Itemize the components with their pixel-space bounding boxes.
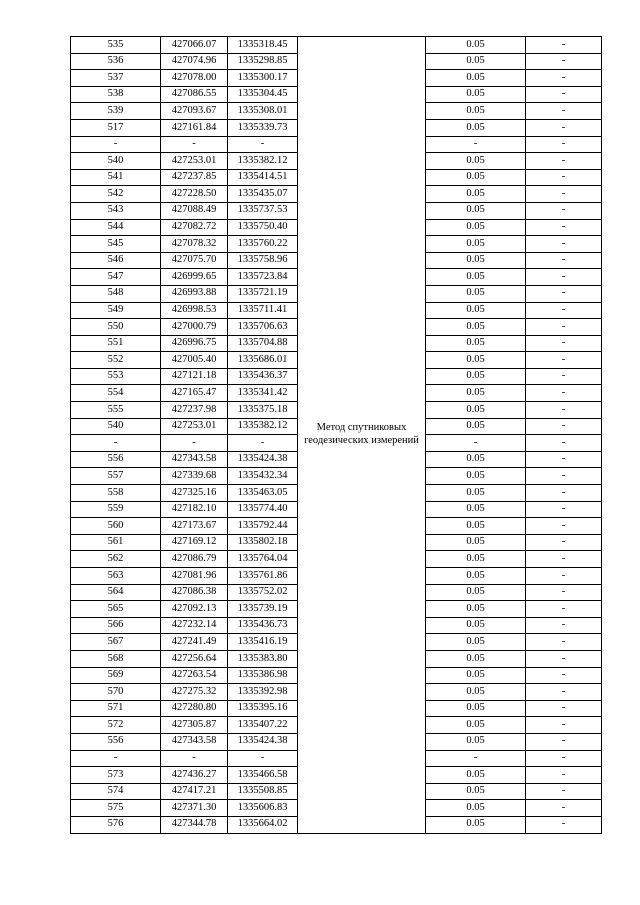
accuracy-cell: 0.05 [426,568,526,585]
point-number-cell: 561 [71,534,161,551]
method-cell: Метод спутниковых геодезических измерений [298,37,426,834]
x-coordinate-cell: 427263.54 [161,667,228,684]
accuracy-cell: 0.05 [426,103,526,120]
x-coordinate-cell: 427343.58 [161,733,228,750]
coordinates-table-body [71,37,602,834]
x-coordinate-cell: - [161,136,228,153]
accuracy-cell: 0.05 [426,816,526,833]
accuracy-cell: 0.05 [426,169,526,186]
accuracy-cell: 0.05 [426,451,526,468]
note-cell: - [526,335,602,352]
y-coordinate-cell: 1335764.04 [228,551,298,568]
note-cell: - [526,352,602,369]
note-cell: - [526,119,602,136]
point-number-cell: 574 [71,783,161,800]
point-number-cell: 556 [71,451,161,468]
y-coordinate-cell: 1335300.17 [228,70,298,87]
y-coordinate-cell: 1335686.01 [228,352,298,369]
note-cell: - [526,485,602,502]
x-coordinate-cell: 427075.70 [161,252,228,269]
accuracy-cell: 0.05 [426,534,526,551]
accuracy-cell: 0.05 [426,53,526,70]
y-coordinate-cell: 1335341.42 [228,385,298,402]
accuracy-cell: 0.05 [426,650,526,667]
note-cell: - [526,319,602,336]
x-coordinate-cell: 427078.32 [161,236,228,253]
point-number-cell: 558 [71,485,161,502]
point-number-cell: 557 [71,468,161,485]
note-cell: - [526,402,602,419]
point-number-cell: 551 [71,335,161,352]
y-coordinate-cell: 1335761.86 [228,568,298,585]
x-coordinate-cell: 426996.75 [161,335,228,352]
point-number-cell: 546 [71,252,161,269]
point-number-cell: 568 [71,650,161,667]
point-number-cell: 543 [71,202,161,219]
note-cell: - [526,468,602,485]
point-number-cell: 517 [71,119,161,136]
y-coordinate-cell: 1335424.38 [228,451,298,468]
accuracy-cell: 0.05 [426,86,526,103]
accuracy-cell: 0.05 [426,684,526,701]
y-coordinate-cell: 1335424.38 [228,733,298,750]
y-coordinate-cell: 1335382.12 [228,153,298,170]
x-coordinate-cell: 427066.07 [161,37,228,54]
y-coordinate-cell: 1335792.44 [228,518,298,535]
note-cell: - [526,169,602,186]
x-coordinate-cell: 427121.18 [161,368,228,385]
point-number-cell: 570 [71,684,161,701]
point-number-cell: 536 [71,53,161,70]
x-coordinate-cell: 427305.87 [161,717,228,734]
note-cell: - [526,684,602,701]
accuracy-cell: 0.05 [426,468,526,485]
accuracy-cell: - [426,435,526,452]
y-coordinate-cell: 1335395.16 [228,700,298,717]
x-coordinate-cell: 427280.80 [161,700,228,717]
x-coordinate-cell: 427237.85 [161,169,228,186]
accuracy-cell: 0.05 [426,119,526,136]
y-coordinate-cell: 1335435.07 [228,186,298,203]
point-number-cell: 537 [71,70,161,87]
point-number-cell: 541 [71,169,161,186]
accuracy-cell: 0.05 [426,717,526,734]
x-coordinate-cell: 427093.67 [161,103,228,120]
y-coordinate-cell: 1335339.73 [228,119,298,136]
y-coordinate-cell: 1335382.12 [228,418,298,435]
y-coordinate-cell: 1335750.40 [228,219,298,236]
y-coordinate-cell: 1335383.80 [228,650,298,667]
note-cell: - [526,816,602,833]
y-coordinate-cell: - [228,136,298,153]
note-cell: - [526,70,602,87]
point-number-cell: 559 [71,501,161,518]
y-coordinate-cell: 1335436.37 [228,368,298,385]
point-number-cell: 566 [71,617,161,634]
y-coordinate-cell: 1335436.73 [228,617,298,634]
x-coordinate-cell: 427005.40 [161,352,228,369]
point-number-cell: 539 [71,103,161,120]
note-cell: - [526,518,602,535]
accuracy-cell: 0.05 [426,252,526,269]
point-number-cell: 544 [71,219,161,236]
x-coordinate-cell: 426998.53 [161,302,228,319]
x-coordinate-cell: 427092.13 [161,601,228,618]
accuracy-cell: 0.05 [426,518,526,535]
x-coordinate-cell: 427436.27 [161,767,228,784]
accuracy-cell: 0.05 [426,285,526,302]
note-cell: - [526,700,602,717]
point-number-cell: 545 [71,236,161,253]
note-cell: - [526,236,602,253]
note-cell: - [526,103,602,120]
point-number-cell: - [71,136,161,153]
point-number-cell: 567 [71,634,161,651]
note-cell: - [526,617,602,634]
accuracy-cell: 0.05 [426,601,526,618]
point-number-cell: 556 [71,733,161,750]
note-cell: - [526,750,602,767]
x-coordinate-cell: 427173.67 [161,518,228,535]
note-cell: - [526,435,602,452]
y-coordinate-cell: 1335304.45 [228,86,298,103]
y-coordinate-cell: 1335392.98 [228,684,298,701]
accuracy-cell: 0.05 [426,418,526,435]
x-coordinate-cell: 427000.79 [161,319,228,336]
accuracy-cell: 0.05 [426,485,526,502]
y-coordinate-cell: 1335760.22 [228,236,298,253]
point-number-cell: 572 [71,717,161,734]
accuracy-cell: 0.05 [426,385,526,402]
note-cell: - [526,601,602,618]
point-number-cell: 573 [71,767,161,784]
note-cell: - [526,634,602,651]
accuracy-cell: 0.05 [426,767,526,784]
note-cell: - [526,418,602,435]
point-number-cell: 563 [71,568,161,585]
x-coordinate-cell: 427339.68 [161,468,228,485]
accuracy-cell: 0.05 [426,800,526,817]
y-coordinate-cell: 1335298.85 [228,53,298,70]
accuracy-cell: 0.05 [426,302,526,319]
accuracy-cell: 0.05 [426,37,526,54]
x-coordinate-cell: 427237.98 [161,402,228,419]
note-cell: - [526,136,602,153]
x-coordinate-cell: 427088.49 [161,202,228,219]
y-coordinate-cell: 1335308.01 [228,103,298,120]
note-cell: - [526,800,602,817]
accuracy-cell: 0.05 [426,186,526,203]
point-number-cell: 569 [71,667,161,684]
note-cell: - [526,252,602,269]
y-coordinate-cell: 1335466.58 [228,767,298,784]
note-cell: - [526,717,602,734]
point-number-cell: 538 [71,86,161,103]
note-cell: - [526,501,602,518]
y-coordinate-cell: 1335318.45 [228,37,298,54]
point-number-cell: - [71,750,161,767]
y-coordinate-cell: 1335606.83 [228,800,298,817]
x-coordinate-cell: 427371.30 [161,800,228,817]
accuracy-cell: 0.05 [426,402,526,419]
note-cell: - [526,153,602,170]
point-number-cell: 549 [71,302,161,319]
y-coordinate-cell: 1335386.98 [228,667,298,684]
x-coordinate-cell: 427325.16 [161,485,228,502]
x-coordinate-cell: 426993.88 [161,285,228,302]
point-number-cell: 540 [71,153,161,170]
accuracy-cell: 0.05 [426,667,526,684]
x-coordinate-cell: 426999.65 [161,269,228,286]
accuracy-cell: 0.05 [426,783,526,800]
point-number-cell: 564 [71,584,161,601]
accuracy-cell: 0.05 [426,335,526,352]
point-number-cell: 562 [71,551,161,568]
accuracy-cell: 0.05 [426,219,526,236]
x-coordinate-cell: 427232.14 [161,617,228,634]
y-coordinate-cell: 1335758.96 [228,252,298,269]
accuracy-cell: 0.05 [426,70,526,87]
y-coordinate-cell: 1335723.84 [228,269,298,286]
note-cell: - [526,202,602,219]
point-number-cell: 535 [71,37,161,54]
x-coordinate-cell: 427253.01 [161,153,228,170]
x-coordinate-cell: 427081.96 [161,568,228,585]
note-cell: - [526,86,602,103]
note-cell: - [526,584,602,601]
x-coordinate-cell: 427344.78 [161,816,228,833]
y-coordinate-cell: 1335706.63 [228,319,298,336]
point-number-cell: 540 [71,418,161,435]
x-coordinate-cell: 427086.79 [161,551,228,568]
x-coordinate-cell: 427165.47 [161,385,228,402]
point-number-cell: 554 [71,385,161,402]
accuracy-cell: 0.05 [426,617,526,634]
note-cell: - [526,368,602,385]
point-number-cell: 552 [71,352,161,369]
y-coordinate-cell: - [228,435,298,452]
y-coordinate-cell: 1335416.19 [228,634,298,651]
x-coordinate-cell: 427241.49 [161,634,228,651]
note-cell: - [526,53,602,70]
point-number-cell: 550 [71,319,161,336]
x-coordinate-cell: 427086.38 [161,584,228,601]
point-number-cell: 553 [71,368,161,385]
y-coordinate-cell: 1335463.05 [228,485,298,502]
x-coordinate-cell: 427074.96 [161,53,228,70]
point-number-cell: 542 [71,186,161,203]
note-cell: - [526,767,602,784]
x-coordinate-cell: 427161.84 [161,119,228,136]
point-number-cell: 575 [71,800,161,817]
y-coordinate-cell: 1335721.19 [228,285,298,302]
accuracy-cell: 0.05 [426,733,526,750]
y-coordinate-cell: 1335407.22 [228,717,298,734]
x-coordinate-cell: 427086.55 [161,86,228,103]
x-coordinate-cell: 427228.50 [161,186,228,203]
y-coordinate-cell: 1335711.41 [228,302,298,319]
note-cell: - [526,534,602,551]
note-cell: - [526,650,602,667]
note-cell: - [526,269,602,286]
x-coordinate-cell: 427182.10 [161,501,228,518]
accuracy-cell: 0.05 [426,153,526,170]
point-number-cell: 565 [71,601,161,618]
y-coordinate-cell: 1335739.19 [228,601,298,618]
x-coordinate-cell: 427275.32 [161,684,228,701]
y-coordinate-cell: 1335704.88 [228,335,298,352]
note-cell: - [526,37,602,54]
accuracy-cell: 0.05 [426,551,526,568]
point-number-cell: 547 [71,269,161,286]
y-coordinate-cell: 1335774.40 [228,501,298,518]
x-coordinate-cell: - [161,435,228,452]
point-number-cell: 560 [71,518,161,535]
x-coordinate-cell: 427169.12 [161,534,228,551]
point-number-cell: 555 [71,402,161,419]
note-cell: - [526,551,602,568]
accuracy-cell: 0.05 [426,634,526,651]
accuracy-cell: 0.05 [426,236,526,253]
accuracy-cell: 0.05 [426,269,526,286]
x-coordinate-cell: 427253.01 [161,418,228,435]
y-coordinate-cell: 1335508.85 [228,783,298,800]
y-coordinate-cell: 1335752.02 [228,584,298,601]
x-coordinate-cell: - [161,750,228,767]
coordinates-table [70,36,602,834]
note-cell: - [526,219,602,236]
note-cell: - [526,385,602,402]
accuracy-cell: 0.05 [426,319,526,336]
accuracy-cell: 0.05 [426,700,526,717]
table-row [71,37,602,54]
y-coordinate-cell: 1335802.18 [228,534,298,551]
note-cell: - [526,302,602,319]
note-cell: - [526,733,602,750]
note-cell: - [526,451,602,468]
x-coordinate-cell: 427078.00 [161,70,228,87]
accuracy-cell: 0.05 [426,501,526,518]
accuracy-cell: - [426,750,526,767]
x-coordinate-cell: 427082.72 [161,219,228,236]
y-coordinate-cell: 1335664.02 [228,816,298,833]
y-coordinate-cell: 1335414.51 [228,169,298,186]
x-coordinate-cell: 427417.21 [161,783,228,800]
note-cell: - [526,568,602,585]
y-coordinate-cell: 1335432.34 [228,468,298,485]
x-coordinate-cell: 427256.64 [161,650,228,667]
y-coordinate-cell: 1335375.18 [228,402,298,419]
note-cell: - [526,667,602,684]
point-number-cell: 571 [71,700,161,717]
note-cell: - [526,783,602,800]
point-number-cell: - [71,435,161,452]
point-number-cell: 576 [71,816,161,833]
y-coordinate-cell: - [228,750,298,767]
note-cell: - [526,186,602,203]
accuracy-cell: 0.05 [426,352,526,369]
accuracy-cell: - [426,136,526,153]
note-cell: - [526,285,602,302]
accuracy-cell: 0.05 [426,202,526,219]
y-coordinate-cell: 1335737.53 [228,202,298,219]
point-number-cell: 548 [71,285,161,302]
x-coordinate-cell: 427343.58 [161,451,228,468]
accuracy-cell: 0.05 [426,584,526,601]
accuracy-cell: 0.05 [426,368,526,385]
